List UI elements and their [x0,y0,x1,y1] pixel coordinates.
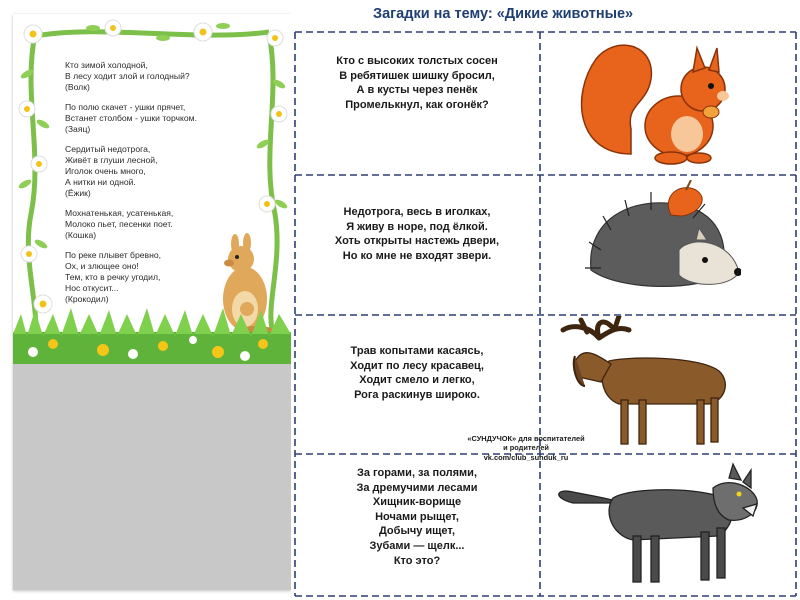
riddle-line: Промелькнул, как огонёк? [345,98,489,111]
riddle-item [65,60,245,93]
credit-line: и родителей [503,443,549,453]
riddle-item [65,250,245,305]
riddle-line: По реке плывет бревно, [65,250,162,260]
moose-illustration [559,316,749,451]
riddle-line: За дремучими лесами [356,481,478,494]
riddle-line: (Кошка) [65,230,97,240]
riddle-list [65,60,245,314]
riddle-squirrel [299,54,535,112]
riddle-line: А нитки ни одной. [65,177,136,187]
riddle-line: Кто это? [393,554,441,567]
riddle-line: Кто зимой холодной, [65,60,148,70]
riddle-line: Ох, и злющее оно! [65,261,139,271]
riddle-line: Молоко пьет, песенки поет. [65,219,173,229]
riddle-wolf [299,466,535,568]
riddle-line: А в кусты через пенёк [356,84,478,97]
riddle-item [65,102,245,135]
riddle-line: Ночами рыщет, [375,510,459,523]
page-title: Загадки на тему: «Дикие животные» [373,6,634,22]
riddle-line: За горами, за полями, [356,467,478,479]
riddle-line: Мохнатенькая, усатенькая, [65,208,174,218]
riddle-line: Я живу в норе, под ёлкой. [346,220,488,233]
riddle-line: (Крокодил) [65,294,109,304]
riddle-line: (Волк) [65,82,90,92]
riddle-line: Хоть открыты настежь двери, [334,235,500,248]
riddle-item [65,144,245,199]
credit-line: vk.com/club_sunduk_ru [483,452,569,462]
riddle-hedgehog [299,205,535,263]
riddle-item [65,208,245,241]
riddle-line: Хищник-ворище [372,496,462,509]
riddle-line: Ходит по лесу красавец, [350,359,484,372]
riddle-line: Но ко мне не входят звери. [342,249,492,262]
riddle-line: В лесу ходит злой и голодный? [65,71,190,81]
riddle-line: Трав копытами касаясь, [350,345,484,357]
wolf-illustration [553,458,763,592]
riddle-line: По полю скачет - ушки прячет, [65,102,186,112]
hedgehog-illustration [581,180,741,308]
riddle-line: Встанет столбом - ушки торчком. [65,113,197,123]
riddle-line: Иголок очень много, [65,166,146,176]
riddle-line: Ходит смело и легко, [359,374,475,387]
riddle-line: (Заяц) [65,124,91,134]
poem-sheet [13,14,291,364]
credit-line: «СУНДУЧОК» для воспитателей [467,434,585,443]
left-riddle-card [13,14,291,590]
riddle-line: Кто с высоких толстых сосен [336,55,498,67]
riddle-line: В ребятишек шишку бросил, [339,69,495,82]
squirrel-illustration [571,34,741,169]
riddle-line: Добычу ищет, [378,525,456,538]
riddle-moose [299,344,535,402]
riddle-line: Живёт в глуши лесной, [65,155,158,165]
right-riddle-panel [291,0,800,600]
riddle-line: Сердитый недотрога, [65,144,151,154]
riddle-line: Зубами — щелк... [369,539,465,552]
riddle-line: Недотрога, весь в иголках, [343,206,491,218]
riddle-line: (Ёжик) [65,188,91,198]
riddle-line: Рога раскинув широко. [354,388,480,401]
riddle-line: Нос откусит... [65,283,119,293]
riddle-line: Тем, кто в речку угодил, [65,272,161,282]
